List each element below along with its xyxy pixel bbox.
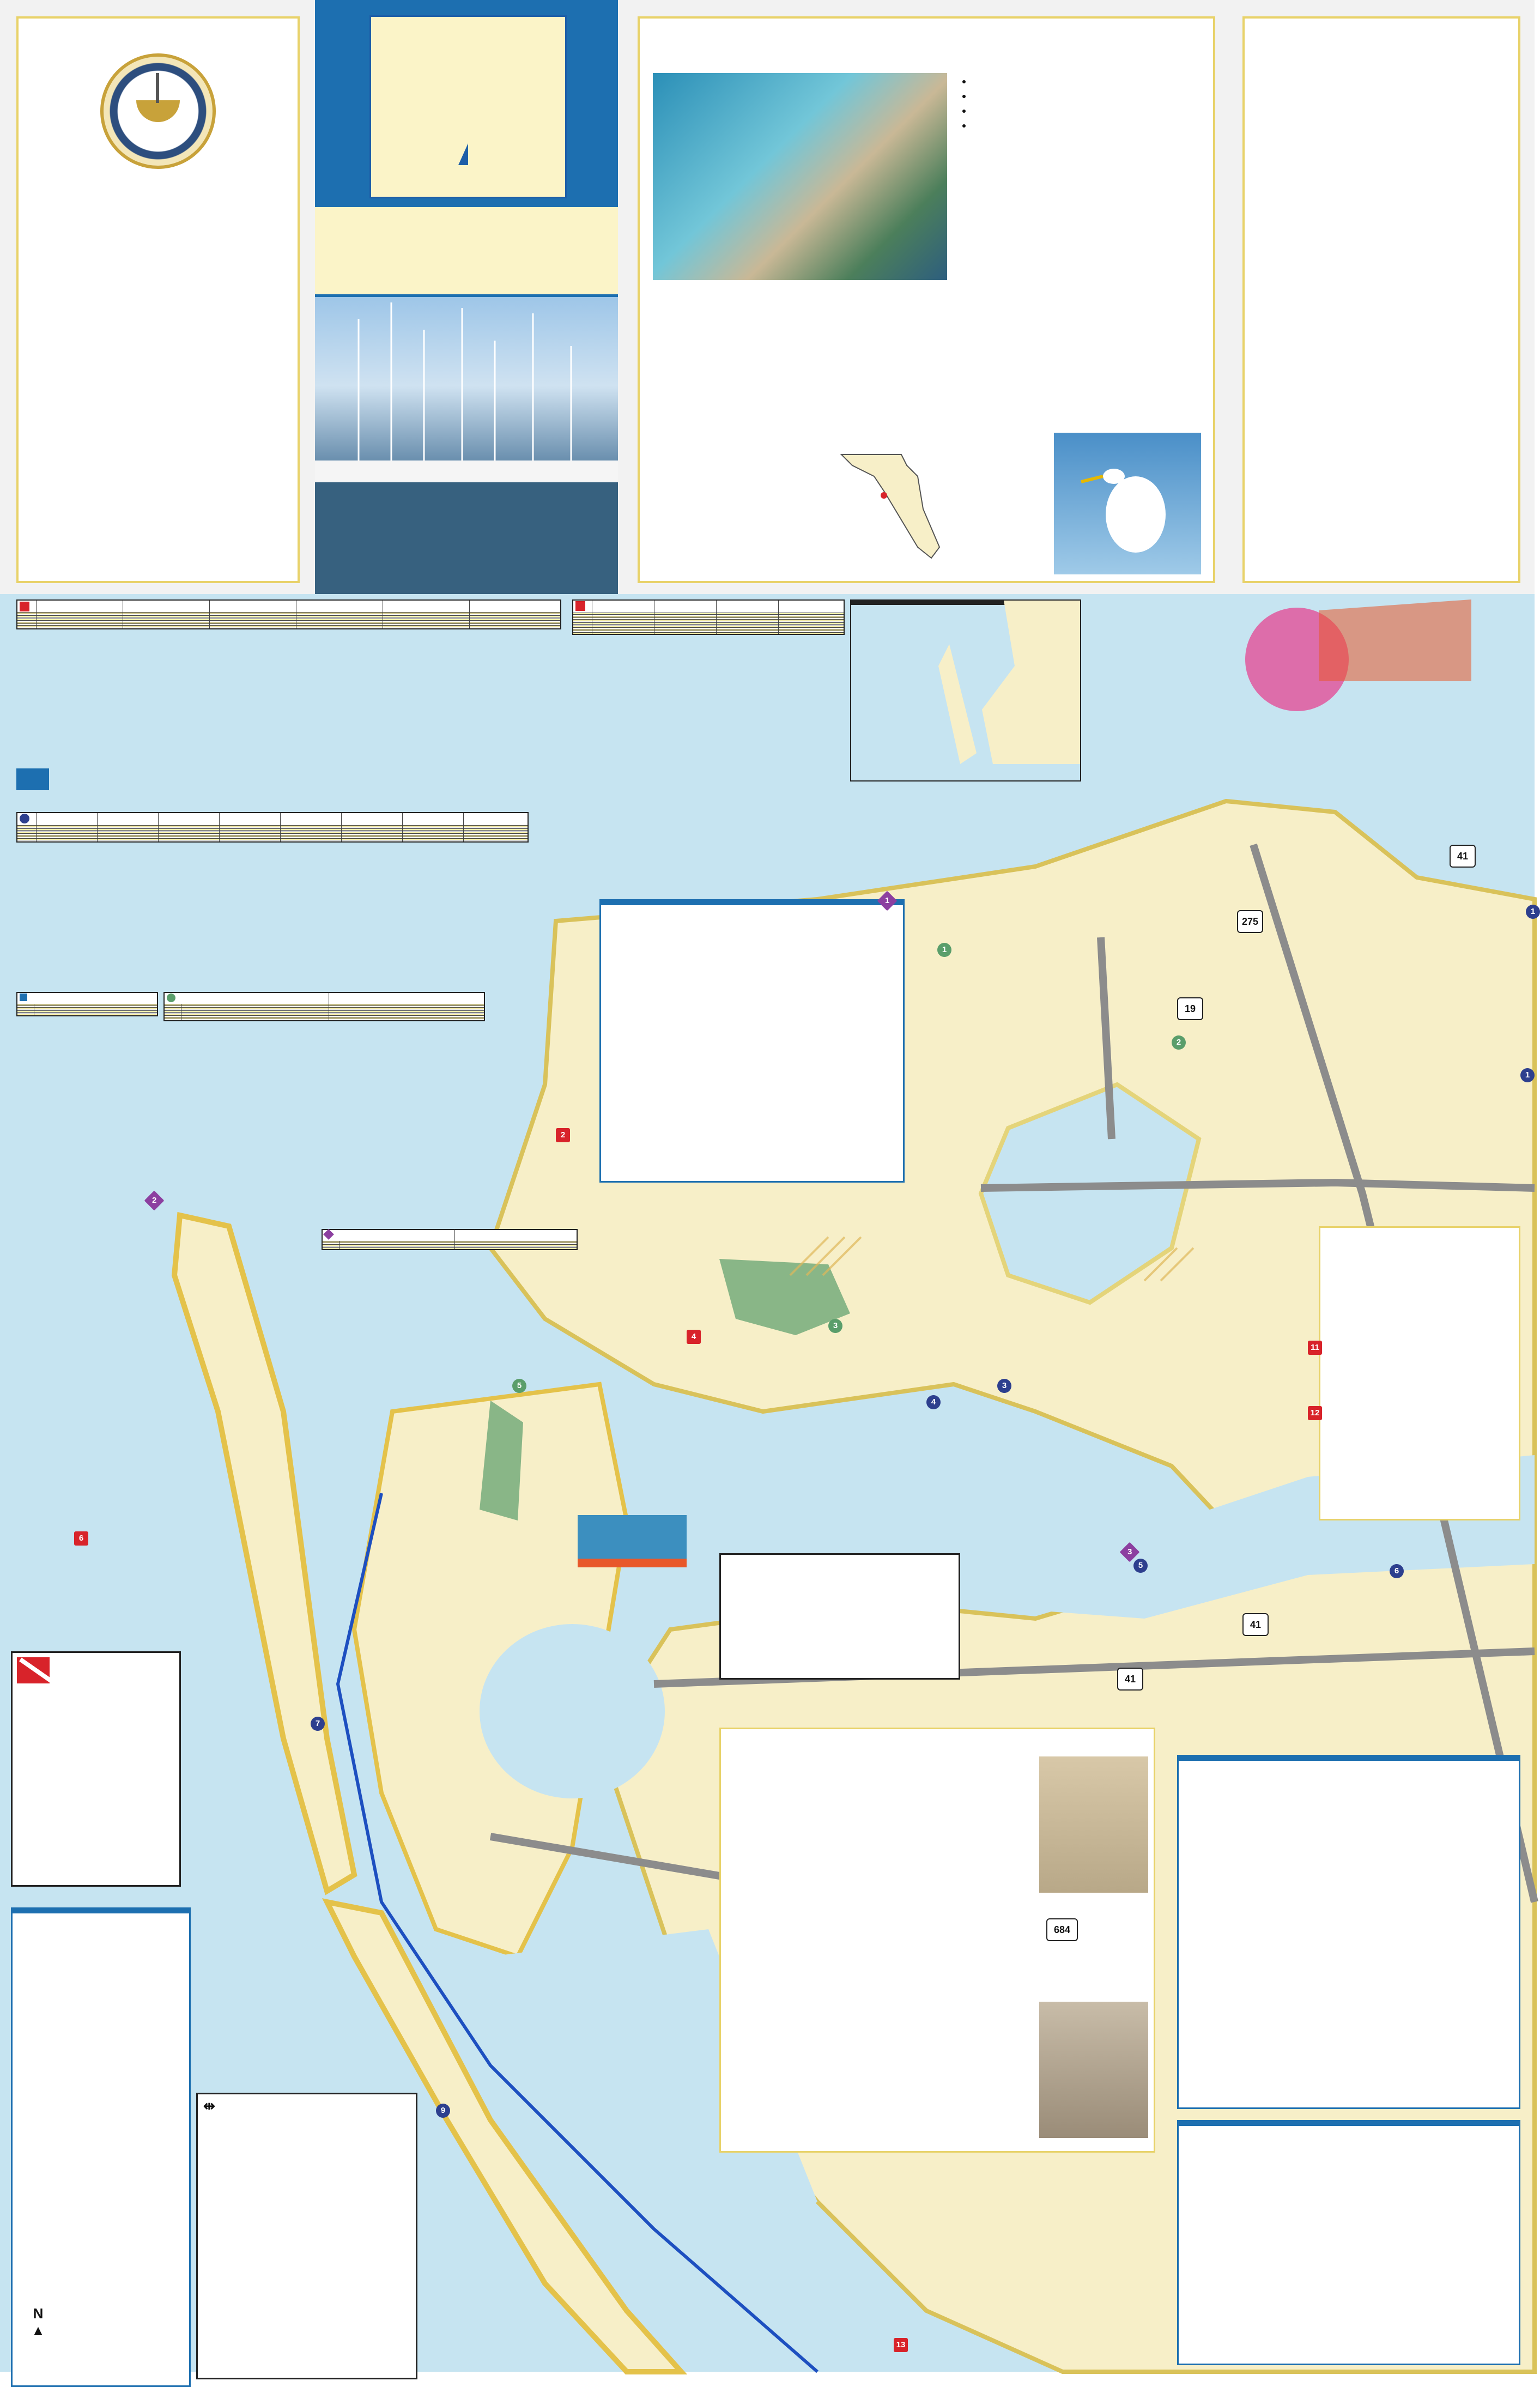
table-cell: [469, 627, 561, 629]
col-tides: [209, 600, 296, 612]
boat-ramp-row: [17, 627, 561, 629]
marina-marker[interactable]: 1: [1526, 905, 1540, 919]
us41-shield-icon: 41: [1117, 1668, 1143, 1691]
us41-shield-icon: 41: [1242, 1613, 1269, 1636]
park-row: [164, 1019, 484, 1021]
col-address: [37, 600, 123, 612]
marina-icon: [20, 814, 29, 823]
table-cell: [34, 1014, 158, 1016]
col-restrooms: [383, 600, 469, 612]
boat-ramp-icon: [20, 602, 29, 611]
reef-marker[interactable]: 4: [687, 1330, 701, 1344]
col-depth: [592, 600, 654, 613]
cover-card: [369, 15, 567, 198]
table-cell: [779, 633, 844, 635]
table-cell: [123, 627, 209, 629]
table-cell: [209, 627, 296, 629]
table-cell: [181, 1019, 329, 1021]
marinas-table: [16, 812, 529, 843]
park-marker[interactable]: 1: [937, 943, 951, 957]
legend-title: [13, 1909, 189, 1913]
table-cell: [164, 1019, 181, 1021]
table-cell: [17, 1014, 34, 1016]
about-panel: [16, 16, 300, 583]
bridges-title: [203, 2100, 410, 2112]
bridges-box: [196, 2093, 417, 2379]
marina-marker[interactable]: 6: [1390, 1564, 1404, 1578]
marina-masts: [315, 297, 618, 594]
sailboat-icon: [458, 143, 468, 165]
birding-tips-list: [961, 74, 1136, 133]
piers-table: [322, 1229, 578, 1250]
table-cell: [98, 840, 159, 843]
cover-county: [315, 207, 618, 229]
park-marker[interactable]: 3: [828, 1319, 842, 1333]
reef-marker[interactable]: 2: [556, 1128, 570, 1142]
table-cell: [159, 840, 220, 843]
reef-inset-map: [850, 599, 1081, 781]
boating-map: [0, 594, 1535, 2372]
clean-marina-note: [16, 768, 469, 790]
resource-directory: [1242, 16, 1520, 583]
egret-photo: [1054, 433, 1201, 574]
table-cell: [322, 1248, 339, 1250]
cover-marina-photo: [315, 297, 618, 594]
marina-marker[interactable]: 3: [997, 1379, 1011, 1393]
audubon-table: [16, 992, 158, 1016]
clean-marina-icon: [16, 768, 49, 790]
pier-marker[interactable]: 3: [1120, 1542, 1140, 1562]
park-marker[interactable]: 5: [512, 1379, 526, 1393]
diver-down-box: [11, 1651, 181, 1887]
table-cell: [592, 633, 654, 635]
pier-row: [322, 1248, 577, 1250]
pier-marker[interactable]: 2: [144, 1191, 165, 1211]
table-cell: [37, 840, 98, 843]
marina-marker[interactable]: 9: [436, 2104, 450, 2118]
park-marker[interactable]: 2: [1172, 1035, 1186, 1050]
boat-ramps-table: [16, 599, 561, 629]
sr684-shield-icon: 684: [1046, 1918, 1078, 1941]
reef-marker[interactable]: 13: [894, 2338, 908, 2352]
florida-map-icon: [836, 444, 945, 564]
tip: [972, 104, 1136, 118]
safety-title: [1179, 1756, 1519, 1761]
marina-marker[interactable]: 1: [1520, 1068, 1535, 1082]
north-arrow-icon: N ▲: [31, 2305, 45, 2338]
table-cell: [455, 1248, 577, 1250]
table-cell: [342, 840, 403, 843]
reef-icon: [575, 601, 585, 611]
safety-box: [1177, 1755, 1520, 2109]
table-cell: [37, 627, 123, 629]
boater-tips-box: [1177, 2120, 1520, 2365]
table-cell: [573, 633, 592, 635]
sanctuary-row: [17, 1014, 157, 1016]
table-cell: [403, 840, 464, 843]
tip: [972, 74, 1136, 89]
draw-bridge-icon: ⇹: [203, 2098, 216, 2114]
diver-flag-icon: [17, 1657, 50, 1683]
cover-county-band: [315, 207, 618, 294]
table-cell: [281, 840, 342, 843]
marina-marker[interactable]: 5: [1133, 1559, 1148, 1573]
table-cell: [654, 633, 717, 635]
park-icon: [167, 993, 175, 1002]
col-longitude: [717, 600, 779, 613]
tip: [972, 89, 1136, 104]
special-zone-box: [719, 1553, 960, 1680]
artificial-reefs-table: [572, 599, 845, 635]
table-cell: [339, 1248, 455, 1250]
seagrass-box: [599, 899, 905, 1183]
table-cell: [717, 633, 779, 635]
bird-sanctuary-icon: [20, 993, 27, 1001]
reef-marker[interactable]: 6: [74, 1531, 88, 1546]
table-cell: [296, 627, 383, 629]
us19-shield-icon: 19: [1177, 997, 1203, 1020]
reef-marker[interactable]: 12: [1308, 1406, 1322, 1420]
col-latitude: [654, 600, 717, 613]
us41-shield-icon: 41: [1450, 845, 1476, 868]
aquatic-preserve-box: [1319, 1226, 1520, 1520]
county-seal-icon: [100, 53, 216, 169]
table-cell: [329, 1019, 484, 1021]
reef-marker[interactable]: 11: [1308, 1341, 1322, 1355]
pier-marker[interactable]: 1: [877, 891, 898, 911]
table-cell: [17, 627, 37, 629]
i275-shield-icon: 275: [1237, 910, 1263, 933]
pier-icon: [323, 1229, 334, 1240]
reef-row: [573, 633, 844, 635]
table-cell: [220, 840, 281, 843]
bird-sanctuaries-box: [719, 1728, 1155, 2153]
marina-row: [17, 840, 528, 843]
table-cell: [383, 627, 469, 629]
table-cell: [464, 840, 528, 843]
col-boats15: [296, 600, 383, 612]
cover: [315, 0, 618, 594]
tip: [972, 118, 1136, 133]
eggs-photo: [1039, 2002, 1148, 2138]
welcome-panel: [638, 16, 1215, 583]
plover-photo: [1039, 1756, 1148, 1893]
aerial-photo: [653, 73, 947, 280]
boater-tips-title: [1179, 2122, 1519, 2126]
parks-table: [163, 992, 485, 1021]
seagrass-title: [601, 901, 903, 905]
table-cell: [17, 840, 37, 843]
marina-marker[interactable]: 7: [311, 1717, 325, 1731]
col-open24: [123, 600, 209, 612]
marina-marker[interactable]: 4: [926, 1395, 941, 1409]
